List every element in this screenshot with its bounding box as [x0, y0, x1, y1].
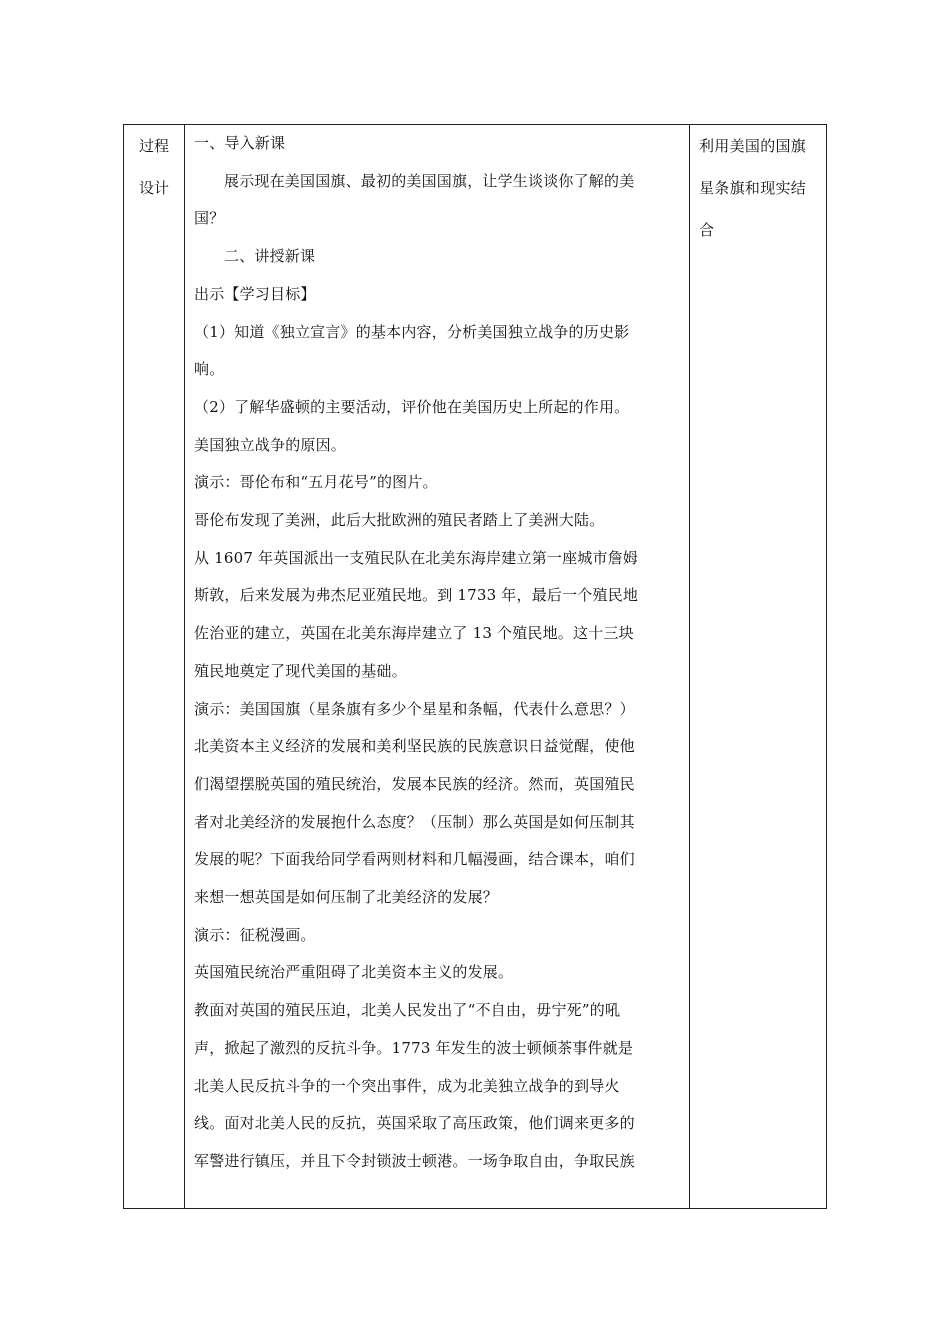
section-label-line: 设计: [138, 179, 169, 197]
paragraph-line: 哥伦布发现了美洲，此后大批欧洲的殖民者踏上了美洲大陆。: [194, 511, 605, 530]
paragraph-line: 者对北美经济的发展抱什么态度？（压制）那么英国是如何压制其: [194, 812, 635, 831]
paragraph-line: 教面对英国的殖民压迫，北美人民发出了“不自由，毋宁死”的吼: [194, 1001, 621, 1020]
paragraph-line: 来想一想英国是如何压制了北美经济的发展？: [194, 888, 499, 907]
learning-goals-title: 出示【学习目标】: [194, 284, 316, 303]
section-label-line: 过程: [138, 137, 169, 155]
goal-line: （1）知道《独立宣言》的基本内容，分析美国独立战争的历史影: [194, 322, 630, 341]
paragraph-line: 线。面对北美人民的反抗，英国采取了高压政策，他们调来更多的: [194, 1114, 635, 1133]
note-line: 星条旗和现实结: [699, 179, 807, 197]
paragraph-line: 佐治亚的建立，英国在北美东海岸建立了 13 个殖民地。这十三块: [194, 624, 634, 643]
paragraph-line: 从 1607 年英国派出一支殖民队在北美东海岸建立第一座城市詹姆: [194, 548, 639, 567]
section-label-cell: [124, 125, 185, 1209]
goal-line: （2）了解华盛顿的主要活动，评价他在美国历史上所起的作用。: [194, 397, 630, 416]
paragraph-line: 展示现在美国国旗、最初的美国国旗，让学生谈谈你了解的美: [224, 171, 635, 190]
note-line: 合: [699, 221, 715, 239]
heading-intro: 一、导入新课: [194, 134, 286, 152]
paragraph-line: 发展的呢？下面我给同学看两则材料和几幅漫画，结合课本，咱们: [194, 850, 635, 869]
paragraph-line: 英国殖民统治严重阻碍了北美资本主义的发展。: [194, 963, 514, 982]
paragraph-line: 北美人民反抗斗争的一个突出事件，成为北美独立战争的到导火: [194, 1076, 620, 1095]
note-line: 利用美国的国旗: [699, 137, 807, 155]
paragraph-line: 们渴望摆脱英国的殖民统治，发展本民族的经济。然而，英国殖民: [194, 774, 635, 793]
design-note-cell: [690, 125, 827, 1209]
paragraph-line: 国？: [194, 209, 225, 228]
paragraph-line: 演示：美国国旗（星条旗有多少个星星和条幅，代表什么意思？）: [194, 699, 635, 718]
paragraph-line: 北美资本主义经济的发展和美利坚民族的民族意识日益觉醒，使他: [194, 737, 635, 756]
goal-line: 响。: [194, 360, 225, 379]
paragraph-line: 演示：征税漫画。: [194, 925, 316, 944]
paragraph-line: 声，掀起了激烈的反抗斗争。1773 年发生的波士顿倾茶事件就是: [194, 1038, 634, 1057]
lesson-plan-table: [123, 124, 827, 1209]
paragraph-line: 演示：哥伦布和“五月花号”的图片。: [194, 473, 438, 492]
table-row: [124, 125, 827, 1209]
paragraph-line: 美国独立战争的原因。: [194, 435, 347, 454]
teaching-content-cell: [185, 125, 690, 1209]
paragraph-line: 军警进行镇压，并且下令封锁波士顿港。一场争取自由，争取民族: [194, 1151, 635, 1170]
paragraph-line: 殖民地奠定了现代美国的基础。: [194, 661, 407, 680]
paragraph-line: 斯敦，后来发展为弗杰尼亚殖民地。到 1733 年，最后一个殖民地: [194, 586, 639, 605]
heading-lecture: 二、讲授新课: [224, 247, 316, 266]
